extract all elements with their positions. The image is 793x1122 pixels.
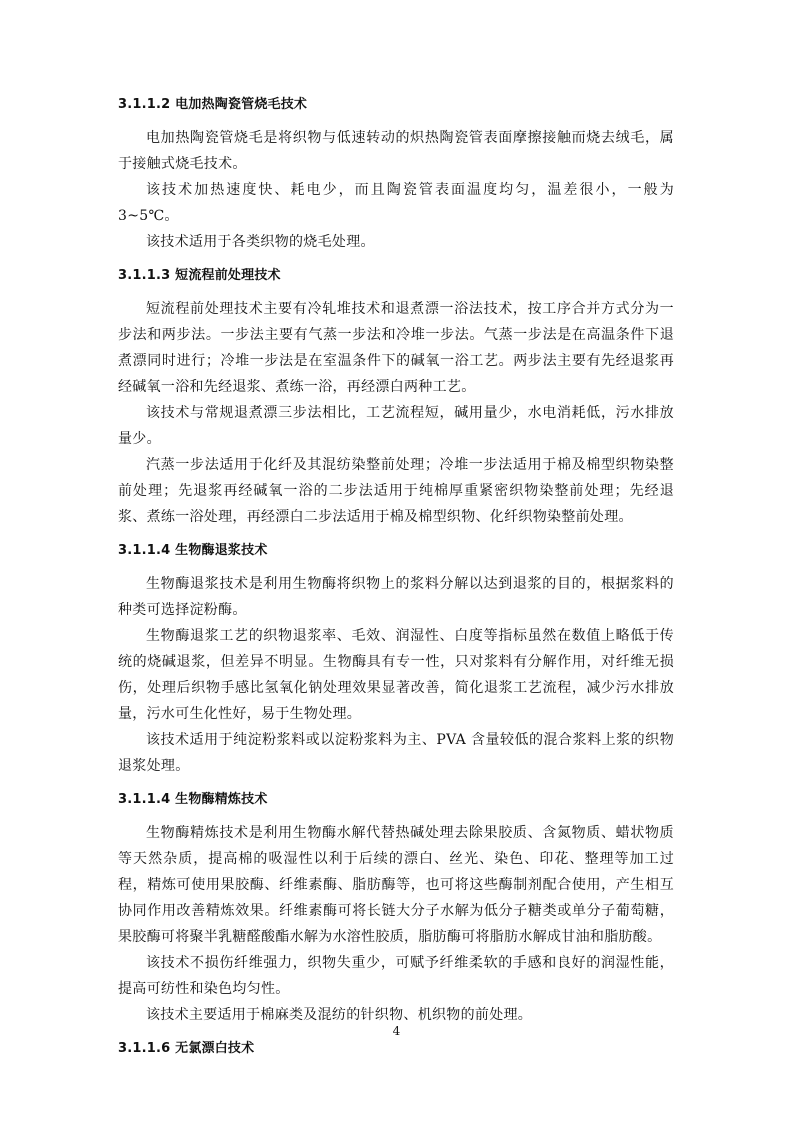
paragraph: 生物酶退浆工艺的织物退浆率、毛效、润湿性、白度等指标虽然在数值上略低于传统的烧碱退浆，但差异不明显。生物酶具有专一性，只对浆料有分解作用，对纤维无损伤，处理后织物手感比氢氧化钠处理效果显著改善，简化退浆工艺流程，减少污水排放量，污水可生化性好，易于生物处理。 [118,628,674,722]
paragraph: 该技术加热速度快、耗电少，而且陶瓷管表面温度均匀，温差很小，一般为 3~5℃。 [118,182,674,224]
paragraph: 该技术不损伤纤维强力，织物失重少，可赋予纤维柔软的手感和良好的润湿性能，提高可纺性和染色均匀性。 [118,955,674,997]
paragraph: 短流程前处理技术主要有冷轧堆技术和退煮漂一浴法技术，按工序合并方式分为一步法和两步法。一步法主要有气蒸一步法和冷堆一步法。气蒸一步法是在高温条件下退煮漂同时进行；冷堆一步法是在室温条件下的碱氧一浴工艺。两步法主要有先经退浆再经碱氧一浴和先经退浆、煮练一浴，再经漂白两种工艺。 [118,301,674,395]
section-short-process-pretreatment [118,266,674,530]
paragraph: 电加热陶瓷管烧毛是将织物与低速转动的炽热陶瓷管表面摩擦接触而烧去绒毛，属于接触式烧毛技术。 [118,130,674,172]
page-number: 4 [392,1024,401,1038]
paragraph: 该技术适用于各类织物的烧毛处理。 [146,234,375,250]
section-heading: 3.1.1.2 电加热陶瓷管烧毛技术 [118,97,308,112]
section-heading: 3.1.1.3 短流程前处理技术 [118,268,281,283]
section-heading: 3.1.1.4 生物酶退浆技术 [118,543,268,558]
page-content [118,95,674,1070]
section-enzyme-desizing [118,541,674,779]
section-heading: 3.1.1.6 无氯漂白技术 [118,1041,255,1056]
section-ceramic-singeing [118,95,674,255]
paragraph: 生物酶精炼技术是利用生物酶水解代替热碱处理去除果胶质、含氮物质、蜡状物质等天然杂质，提高棉的吸湿性以利于后续的漂白、丝光、染色、印花、整理等加工过程，精炼可使用果胶酶、纤维素酶、脂肪酶等，也可将这些酶制剂配合使用，产生相互协同作用改善精炼效果。纤维素酶可将长链大分子水解为低分子糖类或单分子葡萄糖，果胶酶可将聚半乳糖醛酸酯水解为水溶性胶质，脂肪酶可将脂肪水解成甘油和脂肪酸。 [118,825,674,945]
paragraph: 该技术适用于纯淀粉浆料或以淀粉浆料为主、PVA 含量较低的混合浆料上浆的织物退浆处理。 [118,732,674,774]
section-chlorine-free-bleaching [118,1039,674,1059]
section-enzyme-scouring [118,790,674,1028]
paragraph: 该技术与常规退煮漂三步法相比，工艺流程短，碱用量少，水电消耗低，污水排放量少。 [118,405,674,447]
paragraph: 该技术主要适用于棉麻类及混纺的针织物、机织物的前处理。 [146,1007,533,1023]
paragraph: 汽蒸一步法适用于化纤及其混纺染整前处理；冷堆一步法适用于棉及棉型织物染整前处理；先退浆再经碱氧一浴的二步法适用于纯棉厚重紧密织物染整前处理；先经退浆、煮练一浴处理，再经漂白二步法适用于棉及棉型织物、化纤织物染整前处理。 [118,457,674,525]
section-heading: 3.1.1.4 生物酶精炼技术 [118,792,268,807]
paragraph: 生物酶退浆技术是利用生物酶将织物上的浆料分解以达到退浆的目的，根据浆料的种类可选择淀粉酶。 [118,576,674,618]
